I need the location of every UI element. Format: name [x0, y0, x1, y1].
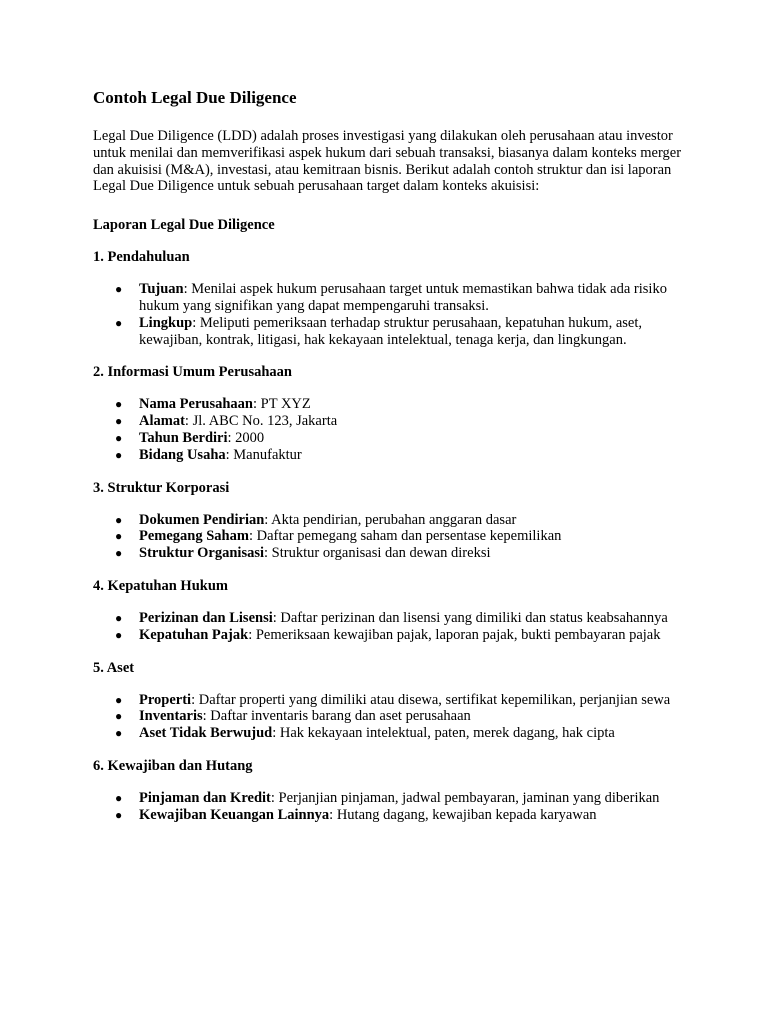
bullet-icon: ● [115, 447, 123, 462]
list-item [93, 315, 683, 349]
section-list [93, 692, 683, 742]
bullet-icon: ● [115, 315, 123, 330]
item-term: Nama Perusahaan [139, 396, 253, 413]
list-item [93, 413, 683, 430]
item-description: : Daftar properti yang dimiliki atau disewa, sertifikat kepemilikan, perjanjian sewa [191, 691, 671, 708]
bullet-icon: ● [115, 790, 123, 805]
item-term: Kewajiban Keuangan Lainnya [139, 806, 330, 823]
item-term: Properti [139, 691, 192, 708]
bullet-icon: ● [115, 397, 123, 412]
section-list [93, 281, 683, 348]
section-heading: 2. Informasi Umum Perusahaan [93, 364, 292, 381]
bullet-icon: ● [115, 610, 123, 625]
list-item [93, 545, 683, 562]
bullet-icon: ● [115, 414, 123, 429]
item-description: : Jl. ABC No. 123, Jakarta [184, 413, 338, 430]
item-description: : Akta pendirian, perubahan anggaran dasar [264, 511, 517, 528]
section-heading: 4. Kepatuhan Hukum [93, 577, 228, 594]
list-item [93, 725, 683, 742]
item-term: Alamat [139, 413, 185, 430]
item-description: : Perjanjian pinjaman, jadwal pembayaran, jaminan yang diberikan [270, 789, 660, 806]
item-term: Tahun Berdiri [139, 429, 228, 446]
item-description: : Hutang dagang, kewajiban kepada karyawan [329, 806, 597, 823]
list-item [93, 447, 683, 464]
bullet-icon: ● [115, 726, 123, 741]
bullet-icon: ● [115, 282, 123, 297]
document-page [93, 87, 683, 840]
item-description: : Daftar inventaris barang dan aset perusahaan [202, 708, 471, 725]
bullet-icon: ● [115, 692, 123, 707]
item-description: : 2000 [227, 429, 265, 446]
intro-paragraph: Legal Due Diligence (LDD) adalah proses investigasi yang dilakukan oleh perusahaan atau investor untuk menilai dan memverifikasi aspek hukum dari sebuah transaksi, biasanya dalam konteks merger dan akuisisi (M&A), investasi, atau kemitraan bisnis. Berikut adalah contoh struktur dan isi laporan Legal Due Diligence untuk sebuah perusahaan target dalam konteks akuisisi: [93, 128, 682, 195]
section-heading: 5. Aset [93, 659, 135, 676]
item-term: Struktur Organisasi [139, 545, 265, 562]
item-term: Pinjaman dan Kredit [139, 789, 271, 806]
item-term: Bidang Usaha [139, 446, 226, 463]
section-heading: 6. Kewajiban dan Hutang [93, 757, 253, 774]
list-item [93, 807, 683, 824]
list-item [93, 627, 683, 644]
list-item [93, 281, 683, 315]
bullet-icon: ● [115, 529, 123, 544]
item-term: Dokumen Pendirian [139, 511, 265, 528]
item-term: Lingkup [139, 314, 193, 331]
section-list [93, 396, 683, 463]
list-item [93, 512, 683, 529]
list-item [93, 396, 683, 413]
bullet-icon: ● [115, 807, 123, 822]
section-list [93, 610, 683, 644]
bullet-icon: ● [115, 546, 123, 561]
sections-container [93, 249, 683, 823]
list-item [93, 610, 683, 627]
bullet-icon: ● [115, 709, 123, 724]
item-term: Pemegang Saham [139, 528, 249, 545]
section-list [93, 512, 683, 562]
bullet-icon: ● [115, 627, 123, 642]
section-heading: 1. Pendahuluan [93, 249, 190, 266]
item-description: : Menilai aspek hukum perusahaan target untuk memastikan bahwa tidak ada risiko hukum yang signifikan yang dapat mempengaruhi transaksi. [139, 281, 667, 314]
item-term: Aset Tidak Berwujud [139, 725, 273, 742]
list-item [93, 430, 683, 447]
item-term: Perizinan dan Lisensi [139, 609, 273, 626]
document-title: Contoh Legal Due Diligence [93, 88, 297, 107]
bullet-icon: ● [115, 430, 123, 445]
section-heading: 3. Struktur Korporasi [93, 479, 230, 496]
section-list [93, 790, 683, 824]
item-description: : Daftar pemegang saham dan persentase kepemilikan [248, 528, 562, 545]
item-description: : Pemeriksaan kewajiban pajak, laporan pajak, bukti pembayaran pajak [248, 626, 661, 643]
list-item [93, 528, 683, 545]
list-item [93, 692, 683, 709]
item-description: : Manufaktur [225, 446, 302, 463]
item-description: : Meliputi pemeriksaan terhadap struktur perusahaan, kepatuhan hukum, aset, kewajiban, kontrak, litigasi, hak kekayaan intelektual, tenaga kerja, dan lingkungan. [139, 314, 642, 348]
item-term: Tujuan [139, 281, 184, 298]
list-item [93, 790, 683, 807]
list-item [93, 708, 683, 725]
item-description: : Hak kekayaan intelektual, paten, merek dagang, hak cipta [272, 725, 615, 742]
item-description: : Struktur organisasi dan dewan direksi [264, 545, 491, 562]
bullet-icon: ● [115, 512, 123, 527]
item-description: : Daftar perizinan dan lisensi yang dimiliki dan status keabsahannya [272, 609, 668, 626]
report-title: Laporan Legal Due Diligence [93, 217, 275, 234]
item-description: : PT XYZ [253, 396, 311, 413]
item-term: Inventaris [139, 708, 203, 725]
item-term: Kepatuhan Pajak [139, 626, 249, 643]
